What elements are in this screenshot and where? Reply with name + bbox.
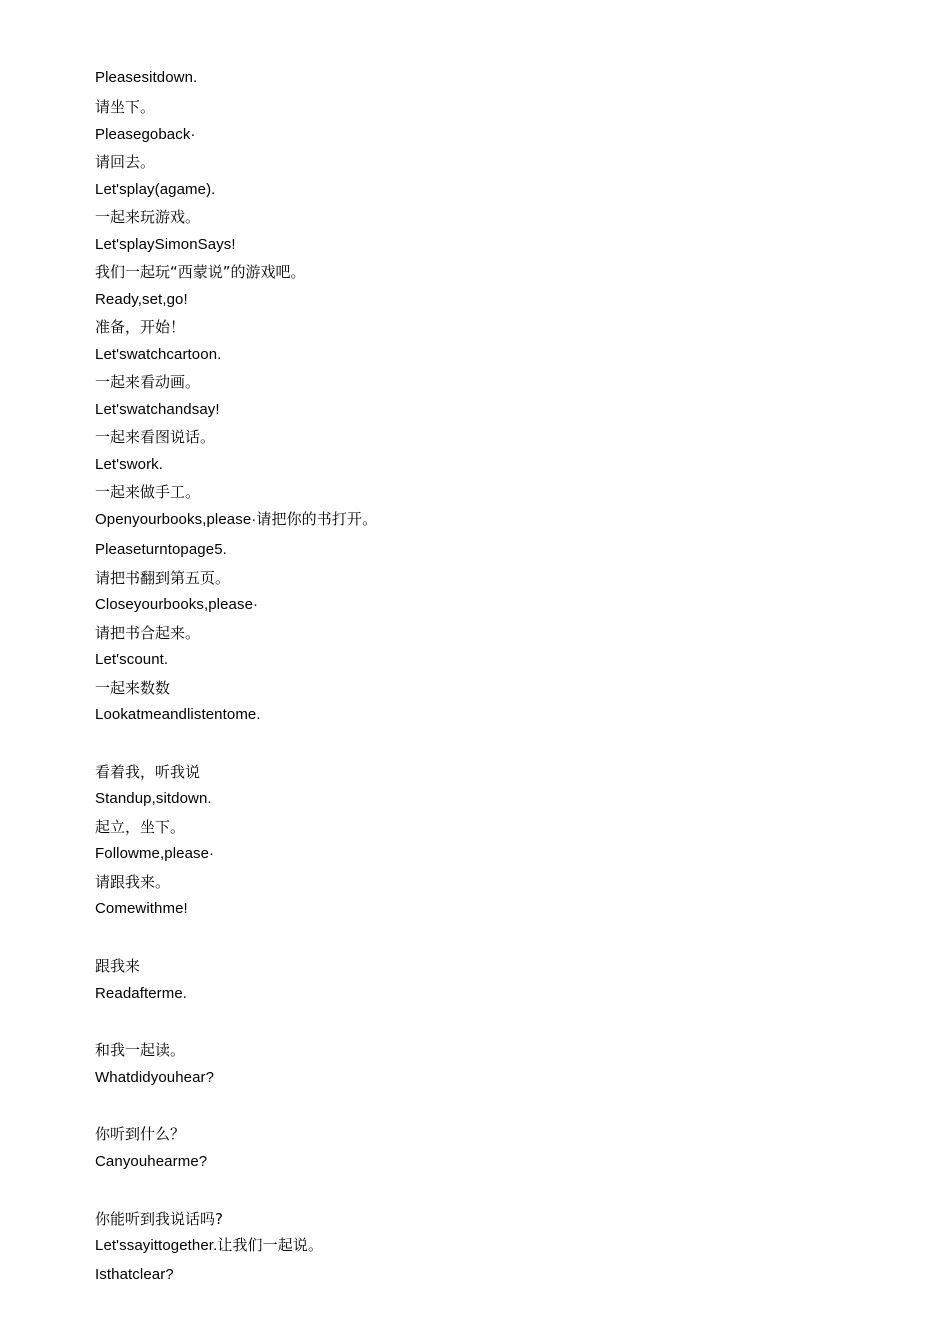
text-line: 一起来做手工。 [95, 483, 201, 501]
text-line: 请把书合起来。 [95, 624, 201, 642]
text-line: 一起来看动画。 [95, 373, 201, 391]
text-line: Ready,set,go! [95, 291, 188, 308]
text-line: Let'scount. [95, 651, 169, 668]
text-line: Pleaseturntopage5. [95, 541, 227, 558]
text-line: Openyourbooks,please·请把你的书打开。 [95, 511, 378, 528]
text-line: 我们一起玩“西蒙说”的游戏吧。 [95, 263, 306, 281]
text-line: 请跟我来。 [95, 873, 171, 891]
text-line: Canyouhearme? [95, 1153, 208, 1170]
text-line: 一起来看图说话。 [95, 428, 216, 446]
text-line: 一起来数数 [95, 679, 171, 697]
text-line: 跟我来 [95, 957, 141, 975]
text-line: Let'swork. [95, 456, 164, 473]
text-line: 看着我，听我说 [95, 763, 201, 781]
text-line: Readafterme. [95, 985, 188, 1002]
text-line: 请回去。 [95, 153, 156, 171]
text-line: Pleasegoback· [95, 126, 196, 143]
text-line: Comewithme! [95, 900, 188, 917]
text-line: Closeyourbooks,please· [95, 596, 259, 613]
text-line: Let'splaySimonSays! [95, 236, 236, 253]
text-line: Isthatclear? [95, 1266, 174, 1283]
text-line: 起立，坐下。 [95, 818, 186, 836]
text-line: 你听到什么？ [95, 1125, 186, 1143]
text-line: Followme,please· [95, 845, 215, 862]
text-line: 准备，开始！ [95, 318, 186, 336]
text-line: 请坐下。 [95, 98, 156, 116]
text-line: 和我一起读。 [95, 1041, 186, 1059]
text-line: 你能听到我说话吗? [95, 1210, 223, 1228]
text-line: Pleasesitdown. [95, 69, 198, 86]
text-line: Whatdidyouhear? [95, 1069, 215, 1086]
text-line: 一起来玩游戏。 [95, 208, 201, 226]
text-line: Standup,sitdown. [95, 790, 212, 807]
text-line: Let'swatchcartoon. [95, 346, 222, 363]
text-line: Let'swatchandsay! [95, 401, 220, 418]
text-line: Let'ssayittogether.让我们一起说。 [95, 1237, 324, 1254]
text-line: Lookatmeandlistentome. [95, 706, 261, 723]
text-line: 请把书翻到第五页。 [95, 569, 231, 587]
text-line: Let'splay(agame). [95, 181, 216, 198]
